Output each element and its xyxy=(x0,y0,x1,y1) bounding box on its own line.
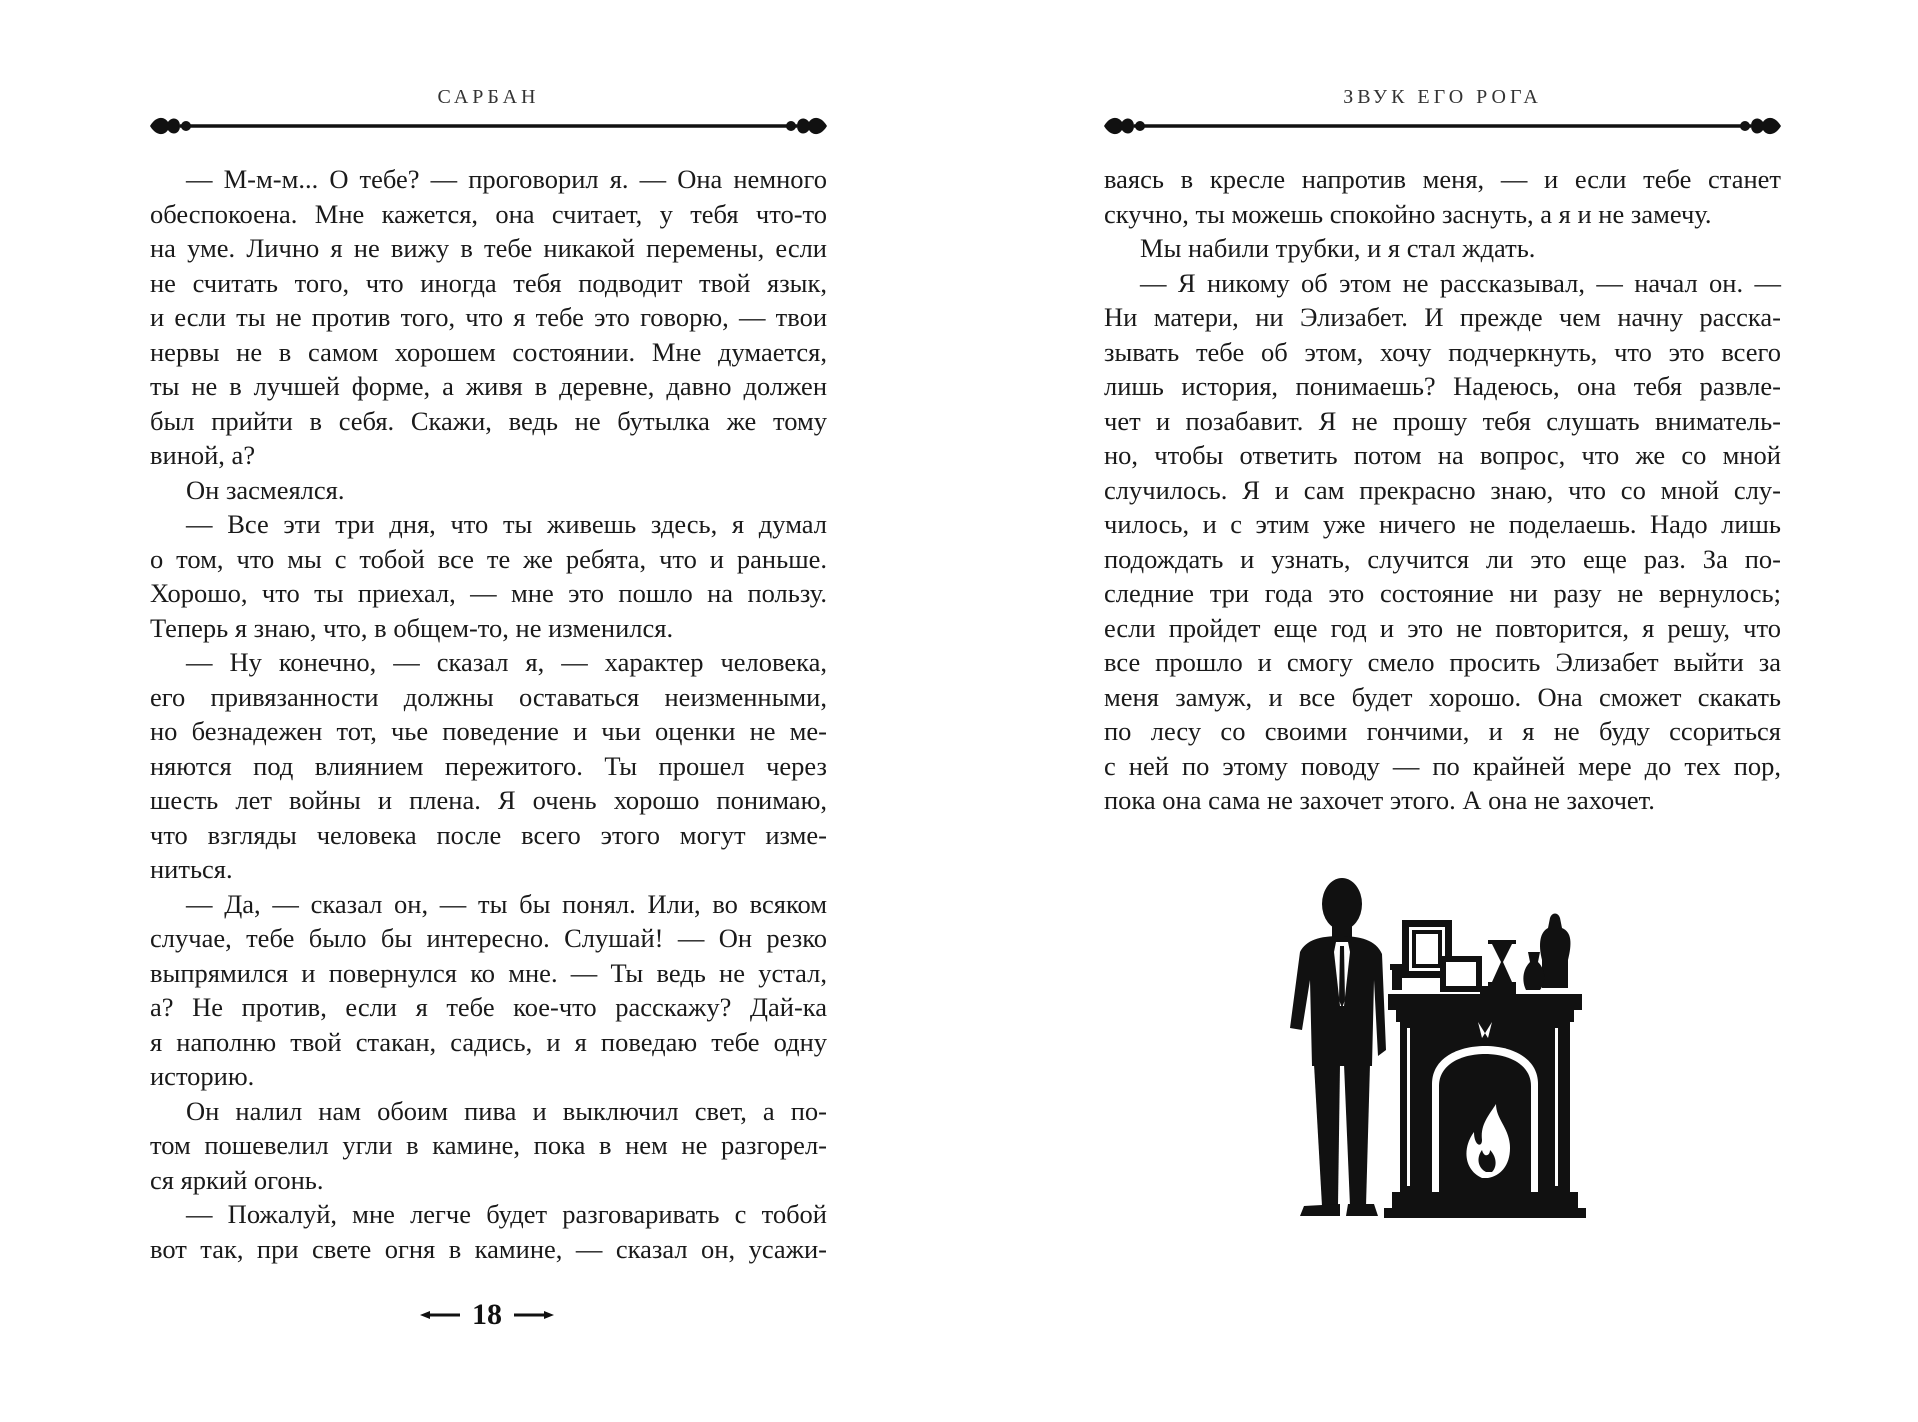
text-line: меня замуж, и все будет хорошо. Она сможет скакать xyxy=(1104,681,1781,712)
text-line: нервы не в самом хорошем состоянии. Мне думается, xyxy=(150,336,827,367)
running-head-left: САРБАН xyxy=(437,86,540,108)
text-line: Хорошо, что ты приехал, — мне это пошло на пользу. xyxy=(150,578,827,608)
text-line: вот так, при свете огня в камине, — сказал он, усажи- xyxy=(150,1233,827,1264)
dash-ornament-icon xyxy=(514,1308,554,1322)
fleuron-icon xyxy=(1740,118,1781,134)
text-line: — Я никому об этом не рассказывал, — начал он. — xyxy=(1140,267,1781,298)
fleuron-icon xyxy=(150,118,191,134)
text-line: ниться. xyxy=(150,854,233,884)
text-line: выпрямился и повернулся ко мне. — Ты ведь не устал, xyxy=(150,957,827,988)
text-line: — Ну конечно, — сказал я, — характер человека, xyxy=(186,647,827,677)
text-line: и если ты не против того, что я тебе это говорю, — твои xyxy=(150,302,827,332)
text-line: обеспокоена. Мне кажется, она считает, у тебя что-то xyxy=(150,198,827,229)
text-line: — М-м-м... О тебе? — проговорил я. — Она немного xyxy=(186,164,827,194)
text-line: я наполню твой стакан, садись, и я поведаю тебе одну xyxy=(150,1026,827,1057)
text-line: случилось. Я и сам прекрасно знаю, что со мной слу- xyxy=(1104,474,1781,505)
fleuron-icon xyxy=(1104,118,1145,134)
text-line: все прошло и смогу смело просить Элизабет выйти за xyxy=(1104,647,1781,677)
text-line: ты не в лучшей форме, а живя в деревне, давно должен xyxy=(150,371,827,401)
text-line: не считать того, что иногда тебя подводит твой язык, xyxy=(150,267,827,298)
right-body-text xyxy=(1104,162,1781,818)
page-number-folio xyxy=(150,1296,827,1336)
text-line: о том, что мы с тобой все те же ребята, что и раньше. xyxy=(150,543,827,574)
left-body-text xyxy=(150,162,827,1266)
text-line: следние три года это состояние ни разу не вернулось; xyxy=(1104,578,1781,608)
text-line: Он засмеялся. xyxy=(186,474,345,505)
text-line: ся яркий огонь. xyxy=(150,1164,324,1195)
fleuron-icon xyxy=(786,118,827,134)
text-line: — Пожалуй, мне легче будет разговаривать с тобой xyxy=(186,1199,827,1229)
text-line: скучно, ты можешь спокойно заснуть, а я и не замечу. xyxy=(1104,198,1712,229)
text-line: чет и позабавит. Я не прошу тебя слушать вниматель- xyxy=(1104,405,1781,436)
text-line: на уме. Лично я не вижу в тебе никакой перемены, если xyxy=(150,233,827,263)
text-line: лишь история, понимаешь? Надеюсь, она тебя развле- xyxy=(1104,371,1781,401)
text-line: виной, а? xyxy=(150,440,256,470)
text-line: что взгляды человека после всего этого могут изме- xyxy=(150,819,827,850)
text-line: няются под влиянием пережитого. Ты прошел через xyxy=(150,750,827,781)
text-line: его привязанности должны оставаться неизменными, xyxy=(150,681,827,712)
text-line: подождать и узнать, случится ли это еще раз. За по- xyxy=(1104,543,1781,574)
text-line: шесть лет войны и плена. Я очень хорошо понимаю, xyxy=(150,785,827,815)
text-line: зывать тебе об этом, хочу подчеркнуть, что это всего xyxy=(1104,336,1781,367)
text-line: — Да, — сказал он, — ты бы понял. Или, во всяком xyxy=(186,888,827,919)
text-line: но, чтобы ответить потом на вопрос, что же со мной xyxy=(1104,440,1781,470)
text-line: чилось, и с этим уже ничего не поделаешь. Надо лишь xyxy=(1104,509,1781,539)
text-line: случае, тебе было бы интересно. Слушай! — Он резко xyxy=(150,923,827,953)
text-line: если пройдет еще год и это не повторится, я решу, что xyxy=(1104,612,1781,643)
text-line: а? Не против, если я тебе кое-что расскажу? Дай-ка xyxy=(150,992,827,1022)
mantel-objects xyxy=(1390,914,1570,995)
text-line: Он налил нам обоим пива и выключил свет, а по- xyxy=(186,1095,827,1126)
text-line: но безнадежен тот, чье поведение и чьи оценки не ме- xyxy=(150,716,827,746)
running-head-right: ЗВУК ЕГО РОГА xyxy=(1343,86,1542,108)
text-line: по лесу со своими гончими, и я не буду ссориться xyxy=(1104,716,1781,746)
text-line: с ней по этому поводу — по крайней мере до тех пор, xyxy=(1104,750,1781,781)
text-line: Ни матери, ни Элизабет. И прежде чем начну расска- xyxy=(1104,302,1781,332)
text-line: историю. xyxy=(150,1061,255,1091)
text-line: пока она сама не захочет этого. А она не захочет. xyxy=(1104,785,1655,815)
text-line: том пошевелил угли в камине, пока в нем не разгорел- xyxy=(150,1130,827,1160)
text-line: Мы набили трубки, и я стал ждать. xyxy=(1140,233,1536,263)
man-silhouette xyxy=(1290,878,1386,1216)
ornament-rule-left xyxy=(150,112,827,140)
dash-ornament-icon xyxy=(420,1308,460,1322)
ornament-rule-right xyxy=(1104,112,1781,140)
text-line: — Все эти три дня, что ты живешь здесь, я думал xyxy=(186,509,827,539)
text-line: Теперь я знаю, что, в общем-то, не изменился. xyxy=(150,612,674,643)
man-by-fireplace-illustration xyxy=(1260,870,1630,1230)
page-number: 18 xyxy=(472,1298,502,1331)
left-page xyxy=(150,0,827,1422)
text-line: был прийти в себя. Скажи, ведь не бутылка же тому xyxy=(150,405,827,436)
text-line: ваясь в кресле напротив меня, — и если тебе станет xyxy=(1104,164,1781,194)
